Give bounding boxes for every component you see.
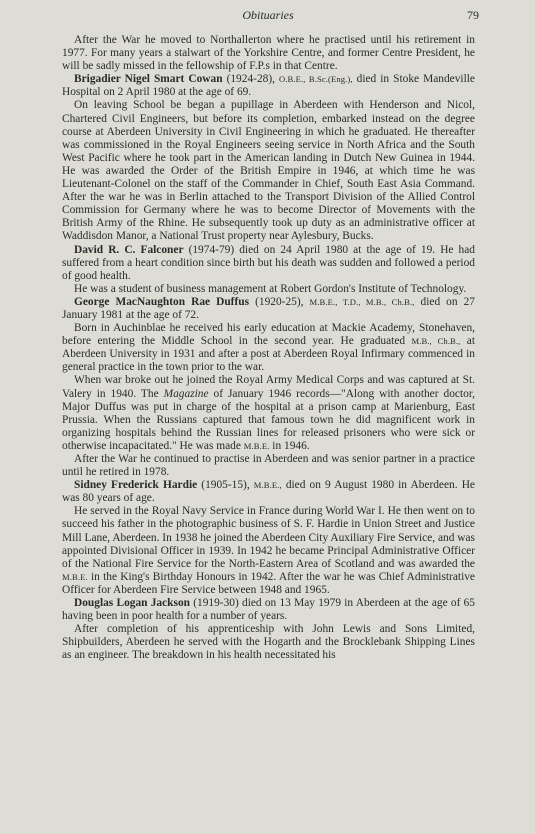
obituary-text: died on 9 August 1980 in Aberdeen. He was 80 years of age. — [62, 479, 475, 505]
obituary-entry — [62, 296, 475, 322]
obituary-entry — [62, 597, 475, 623]
school-years: (1920-25), — [249, 295, 310, 308]
obituary-text: died in Stoke Mandeville Hospital on 2 April 1980 at the age of 69. — [62, 73, 475, 99]
obituary-text: died on 24 April 1980 at the age of 19. He had suffered from a heart condition since birth but his death was sudden and followed a period of good health. — [62, 243, 475, 282]
text-run: Born in Auchinblae he received his early education at Mackie Academy, Stonehaven, before entering the Middle School in the second year. He graduated — [62, 322, 475, 348]
text-run: in 1946. — [269, 439, 310, 452]
paragraph: After completion of his apprenticeship with John Lewis and Sons Limited, Shipbuilders, Aberdeen he served with the Hogarth and the Brocklebank Shipping Lines as an engineer. The breakdown in his health necessitated his — [62, 623, 475, 662]
text-run: at Aberdeen University in 1931 and after a post at Aberdeen Royal Infirmary commenced in general practice in the town prior to the war. — [62, 335, 476, 374]
honours: M.B.E., T.D., M.B., Ch.B., — [309, 296, 415, 307]
honours: M.B.E., — [253, 480, 282, 491]
text-run: When war broke out he joined the Royal Army Medical Corps and was captured at St. Valery in 1940. The — [62, 374, 475, 400]
running-title: Obituaries — [242, 8, 294, 22]
school-years: (1919-30) — [189, 597, 243, 610]
paragraph — [62, 505, 475, 597]
obituary-entry — [62, 73, 475, 99]
obituary-entry — [62, 479, 475, 505]
honours: M.B.E. — [243, 440, 270, 451]
deceased-name: Douglas Logan Jackson — [74, 597, 190, 610]
text-run: in the King's Birthday Honours in 1942. After the war he was Chief Administrative Officer for Aberdeen Fire Service between 1948 and 1965. — [62, 570, 475, 596]
honours: O.B.E., B.Sc.(Eng.), — [279, 74, 353, 85]
paragraph: After the War he moved to Northallerton where he practised until his retirement in 1977. For many years a stalwart of the Yorkshire Centre, and former Centre President, he will be sadly missed in the fellowship of F.P.s in that Centre. — [62, 34, 475, 73]
paragraph: He was a student of business management at Robert Gordon's Institute of Technology. — [74, 282, 467, 295]
school-years: (1905-15), — [197, 479, 254, 492]
honours: M.B., Ch.B., — [411, 336, 461, 347]
deceased-name: George MacNaughton Rae Duffus — [74, 295, 250, 308]
page-number: 79 — [467, 8, 479, 22]
obituaries-text — [62, 34, 475, 663]
paragraph: After the War he continued to practise in Aberdeen and was senior partner in a practice until he retired in 1978. — [62, 453, 475, 479]
deceased-name: David R. C. Falconer — [74, 243, 184, 256]
deceased-name: Sidney Frederick Hardie — [74, 479, 198, 492]
text-run: He served in the Royal Navy Service in France during World War I. He then went on to succeed his father in the photographic business of S. F. Hardie in Union Street and Justice Mill Lane, Aberdeen. In 1938 he joined the Aberdeen City Auxiliary Fire Service, and was appointed Divisional Officer in 1939. In 1942 he became Principal Administrative Officer of the National Fire Service for the North-Eastern Area of Scotland and was awarded the — [62, 505, 475, 570]
obituary-entry — [62, 244, 475, 283]
deceased-name: Brigadier Nigel Smart Cowan — [74, 73, 223, 86]
honours: M.B.E. — [62, 571, 88, 582]
text-run: of January 1946 records—"Along with another doctor, Major Duffus was put in charge of the hospital at a prison camp at Marienburg, East Prussia. When the Russians captured that famous town he did magnificent work in organizing hospitals behind the Russian lines for released prisoners who were sick or otherwise incapacitated." He was made — [62, 387, 475, 452]
school-years: (1924-28), — [222, 73, 279, 86]
paragraph: On leaving School be began a pupillage in Aberdeen with Henderson and Nicol, Chartered Civil Engineers, but before its completion, embarked instead on the degree course at Aberdeen University in Civil Engineering in which he graduated. He thereafter was commissioned in the Royal Engineers seeing service in North Africa and the South West Pacific where he took part in the American landing in Dutch New Guinea in 1944. He was awarded the Order of the British Empire in 1946, at which time he was Lieutenant-Colonel on the staff of the Commander in Chief, South East Asia Command. After the war he was in Berlin attached to the Transport Division of the Allied Control Commission for Germany where he was to become Director of Movements with the British Army of the Rhine. He subsequently took up duty as an administrative officer at Waddisdon Manor, a National Trust property near Aylesbury, Bucks. — [62, 99, 475, 243]
obituary-text: died on 13 May 1979 in Aberdeen at the age of 65 having been in poor health for a number of years. — [62, 597, 476, 623]
paragraph — [62, 322, 475, 374]
paragraph — [62, 374, 475, 453]
obituary-text: died on 27 January 1981 at the age of 72. — [62, 295, 476, 321]
publication-title: Magazine — [163, 387, 209, 400]
school-years: (1974-79) — [183, 243, 240, 256]
running-header — [62, 8, 479, 26]
